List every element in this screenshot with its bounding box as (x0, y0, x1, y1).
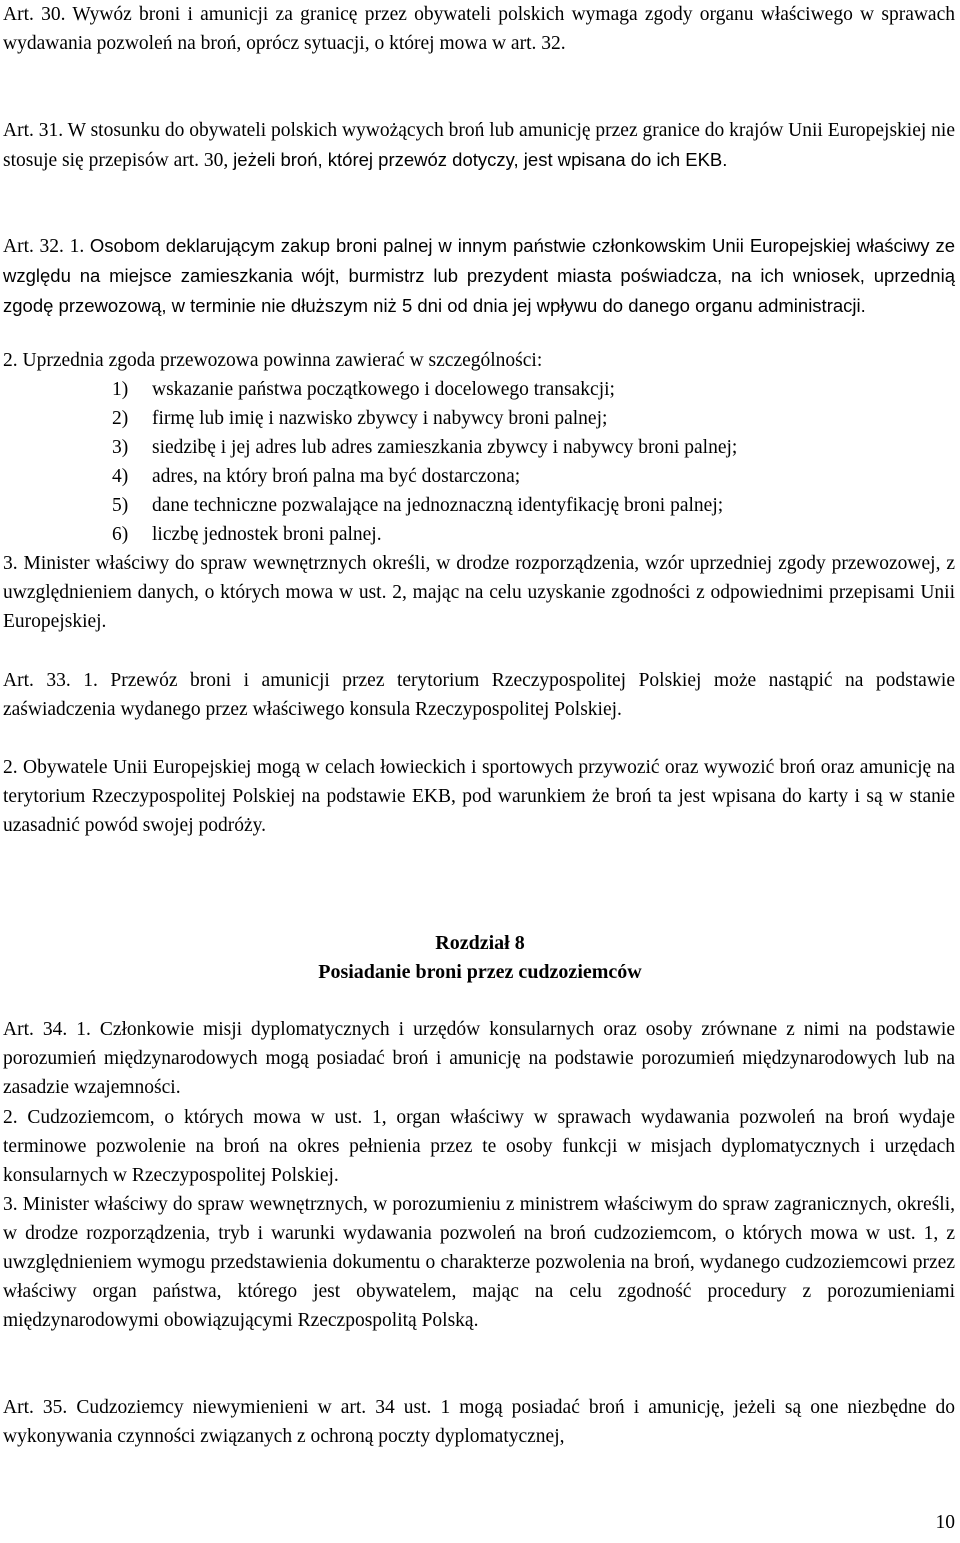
list-item-number: 1) (112, 379, 129, 400)
page-number: 10 (935, 1512, 955, 1533)
list-item (112, 375, 952, 404)
article-32-paragraph-1 (3, 231, 955, 321)
article-32-paragraph-3: 3. Minister właściwy do spraw wewnętrznych określi, w drodze rozporządzenia, wzór uprzedniej zgody przewozowej, z uwzględnieniem danych, o których mowa w ust. 2, mając na celu uzyskanie zgodności z odpowiednimi przepisami Unii Europejskiej. (3, 553, 955, 632)
list-item-number: 3) (112, 437, 129, 458)
article-35: Art. 35. Cudzoziemcy niewymienieni w art. 34 ust. 1 mogą posiadać broń i amunicję, jeżeli są one niezbędne do wykonywania czynności związanych z ochroną poczty dyplomatycznej, (3, 1397, 955, 1447)
list-item-text: adres, na który broń palna ma być dostarczona; (152, 466, 521, 487)
list-item (112, 491, 952, 520)
list-item-text: firmę lub imię i nazwisko zbywcy i nabywcy broni palnej; (152, 408, 608, 429)
list-item-text: wskazanie państwa początkowego i docelowego transakcji; (152, 379, 615, 400)
list-item-number: 4) (112, 466, 129, 487)
list-item (112, 462, 952, 491)
article-32-paragraph-2: 2. Uprzednia zgoda przewozowa powinna zawierać w szczególności: (3, 350, 543, 371)
list-item (112, 404, 952, 433)
article-34-paragraph-1: Art. 34. 1. Członkowie misji dyplomatycznych i urzędów konsularnych oraz osoby zrównane z nimi na podstawie porozumień międzynarodowych mogą posiadać broń i amunicję na podstawie porozumień międzynarodowych lub na zasadzie wzajemności. (3, 1019, 955, 1098)
chapter-title: Posiadanie broni przez cudzoziemców (318, 961, 642, 983)
list-item-text: liczbę jednostek broni palnej. (152, 524, 382, 545)
list-item (112, 520, 952, 549)
list-item-number: 2) (112, 408, 129, 429)
article-31-part-1: Art. 31. W stosunku do obywateli polskich wywożących broń lub amunicję przez granice do krajów Unii Europejskiej nie stosuje się przepisów art. 30, (3, 120, 955, 171)
article-33-paragraph-1: Art. 33. 1. Przewóz broni i amunicji przez terytorium Rzeczypospolitej Polskiej może nastąpić na podstawie zaświadczenia wydanego przez właściwego konsula Rzeczypospolitej Polskiej. (3, 670, 955, 720)
list-item-number: 6) (112, 524, 129, 545)
article-34-paragraph-2: 2. Cudzoziemcom, o których mowa w ust. 1, organ właściwy w sprawach wydawania pozwoleń na broń wydaje terminowe pozwolenie na broń na okres pełnienia przez te osoby funkcji w misjach dyplomatycznych i urzędach konsularnych w Rzeczypospolitej Polskiej. (3, 1107, 955, 1186)
article-33-paragraph-2: 2. Obywatele Unii Europejskiej mogą w celach łowieckich i sportowych przywozić oraz wywozić broń oraz amunicję na terytorium Rzeczypospolitej Polskiej na podstawie EKB, pod warunkiem że broń ta jest wpisana do karty i są w stanie uzasadnić powód swojej podróży. (3, 757, 955, 836)
article-34-paragraph-3: 3. Minister właściwy do spraw wewnętrznych, w porozumieniu z ministrem właściwym do spraw zagranicznych, określi, w drodze rozporządzenia, tryb i warunki wydawania pozwoleń na broń cudzoziemcom, o których mowa w ust. 1, z uwzględnieniem wymogu przedstawienia dokumentu o charakterze pozwolenia na broń, wydanego cudzoziemcowi przez właściwy organ państwa, którego jest obywatelem, mając na celu zgodność procedury z porozumieniami międzynarodowymi obowiązującymi Rzeczpospolitą Polską. (3, 1194, 955, 1331)
article-32-number: Art. 32. 1. (3, 236, 85, 257)
article-31-part-2: jeżeli broń, której przewóz dotyczy, jest wpisana do ich EKB. (233, 149, 728, 170)
list-item-text: siedzibę i jej adres lub adres zamieszkania zbywcy i nabywcy broni palnej; (152, 437, 738, 458)
list-item-number: 5) (112, 495, 129, 516)
list-item-text: dane techniczne pozwalające na jednoznaczną identyfikację broni palnej; (152, 495, 724, 516)
article-30: Art. 30. Wywóz broni i amunicji za granicę przez obywateli polskich wymaga zgody organu właściwego w sprawach wydawania pozwoleń na broń, oprócz sytuacji, o której mowa w art. 32. (3, 4, 955, 54)
article-31 (3, 116, 955, 175)
article-32-paragraph-1-text: Osobom deklarującym zakup broni palnej w innym państwie członkowskim Unii Europejskiej właściwy ze względu na miejsce zamieszkania wójt, burmistrz lub prezydent miasta poświadcza, na ich wniosek, uprzednią zgodę przewozową, w terminie nie dłuższym niż 5 dni od dnia jej wpływu do danego organu administracji. (3, 235, 956, 316)
chapter-number: Rozdział 8 (435, 932, 525, 954)
list-item (112, 433, 952, 462)
